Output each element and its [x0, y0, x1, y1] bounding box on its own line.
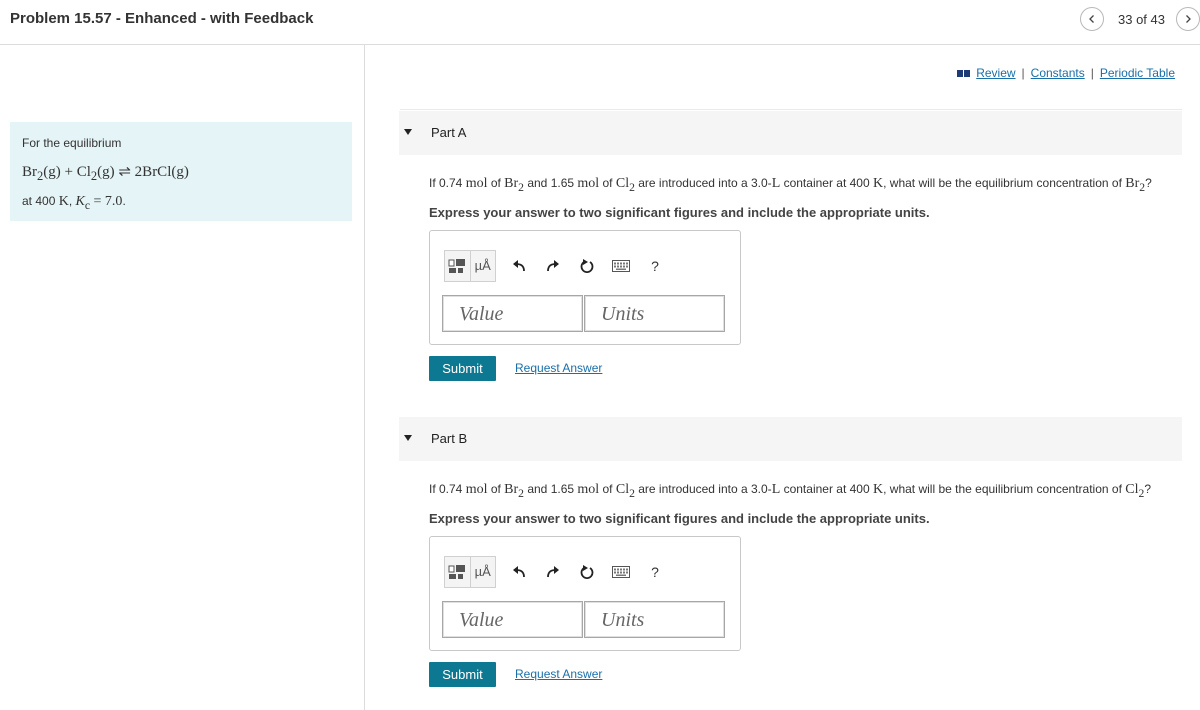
value-input[interactable]: Value — [442, 601, 583, 638]
part-b-answer-box — [429, 536, 741, 651]
pager-count: 33 of 43 — [1118, 11, 1165, 27]
part-a-question: If 0.74 mol of $Br_2$ and 1.65 mol of $Cl_2$ are introduced into a 3.0-L container at 400 K, what will be the equilibrium concentration of $Br_2$? — [429, 176, 1152, 194]
link-separator: | — [1090, 66, 1094, 80]
column-divider — [364, 45, 365, 710]
part-a-answer-box — [429, 230, 741, 345]
part-b — [399, 417, 1182, 687]
undo-button[interactable] — [508, 255, 530, 277]
units-symbol-button[interactable] — [470, 251, 496, 281]
page-title: Problem 15.57 - Enhanced - with Feedback — [10, 10, 314, 27]
previous-button[interactable] — [1080, 7, 1104, 31]
review-link[interactable]: Review — [976, 66, 1016, 80]
help-icon: ? — [651, 257, 659, 274]
next-button[interactable] — [1176, 7, 1200, 31]
keyboard-button[interactable] — [610, 561, 632, 583]
link-separator: | — [1021, 66, 1025, 80]
templates-icon — [445, 251, 470, 281]
part-b-label: Part B — [431, 431, 468, 446]
redo-icon — [546, 259, 560, 273]
part-a — [399, 111, 1182, 381]
problem-statement — [10, 122, 352, 221]
units-symbol-button[interactable] — [470, 557, 496, 587]
templates-button[interactable] — [444, 556, 496, 588]
help-button[interactable] — [644, 255, 666, 277]
problem-pager — [1080, 7, 1200, 31]
templates-button[interactable] — [444, 250, 496, 282]
mu-angstrom-icon: µÅ — [474, 258, 491, 274]
part-a-actions — [429, 356, 1182, 381]
keyboard-button[interactable] — [610, 255, 632, 277]
value-input[interactable]: Value — [442, 295, 583, 332]
part-a-toolbar — [444, 250, 666, 282]
collapse-triangle-icon — [404, 129, 412, 135]
collapse-triangle-icon — [404, 435, 412, 441]
part-b-header[interactable] — [399, 417, 1182, 461]
reset-button[interactable] — [576, 561, 598, 583]
templates-icon — [445, 557, 470, 587]
reset-icon — [580, 565, 594, 579]
units-input[interactable]: Units — [584, 601, 725, 638]
undo-icon — [512, 565, 526, 579]
keyboard-icon — [612, 260, 630, 272]
reset-button[interactable] — [576, 255, 598, 277]
redo-icon — [546, 565, 560, 579]
reaction-conditions: at 400 K, $K_c = 7.0$. — [22, 194, 126, 212]
help-icon: ? — [651, 563, 659, 580]
part-b-question: If 0.74 mol of $Br_2$ and 1.65 mol of $Cl_2$ are introduced into a 3.0-L container at 400 K, what will be the equilibrium concentration of $Cl_2$? — [429, 482, 1151, 500]
part-b-instructions: Express your answer to two significant figures and include the appropriate units. — [429, 510, 930, 526]
keyboard-icon — [612, 566, 630, 578]
part-a-header[interactable] — [399, 111, 1182, 155]
chevron-right-icon — [1183, 14, 1193, 24]
problem-intro: For the equilibrium — [22, 136, 122, 150]
request-answer-link[interactable]: Request Answer — [515, 361, 603, 376]
redo-button[interactable] — [542, 561, 564, 583]
mu-angstrom-icon: µÅ — [474, 564, 491, 580]
units-input[interactable]: Units — [584, 295, 725, 332]
app-header — [0, 0, 1200, 45]
constants-link[interactable]: Constants — [1030, 66, 1085, 80]
submit-button[interactable]: Submit — [429, 356, 496, 381]
submit-button[interactable]: Submit — [429, 662, 496, 687]
reaction-equation: $Br_2(g) + Cl_2(g)$ ⇌ 2BrCl(g) — [22, 164, 189, 183]
part-b-toolbar — [444, 556, 666, 588]
reset-icon — [580, 259, 594, 273]
resource-links — [957, 66, 1175, 80]
part-a-label: Part A — [431, 125, 467, 140]
links-divider — [400, 109, 1182, 110]
part-b-actions — [429, 662, 1182, 687]
book-icon — [957, 70, 970, 77]
help-button[interactable] — [644, 561, 666, 583]
part-a-instructions: Express your answer to two significant figures and include the appropriate units. — [429, 204, 930, 220]
redo-button[interactable] — [542, 255, 564, 277]
undo-icon — [512, 259, 526, 273]
undo-button[interactable] — [508, 561, 530, 583]
request-answer-link[interactable]: Request Answer — [515, 667, 603, 682]
periodic-table-link[interactable]: Periodic Table — [1099, 66, 1175, 80]
chevron-left-icon — [1087, 14, 1097, 24]
